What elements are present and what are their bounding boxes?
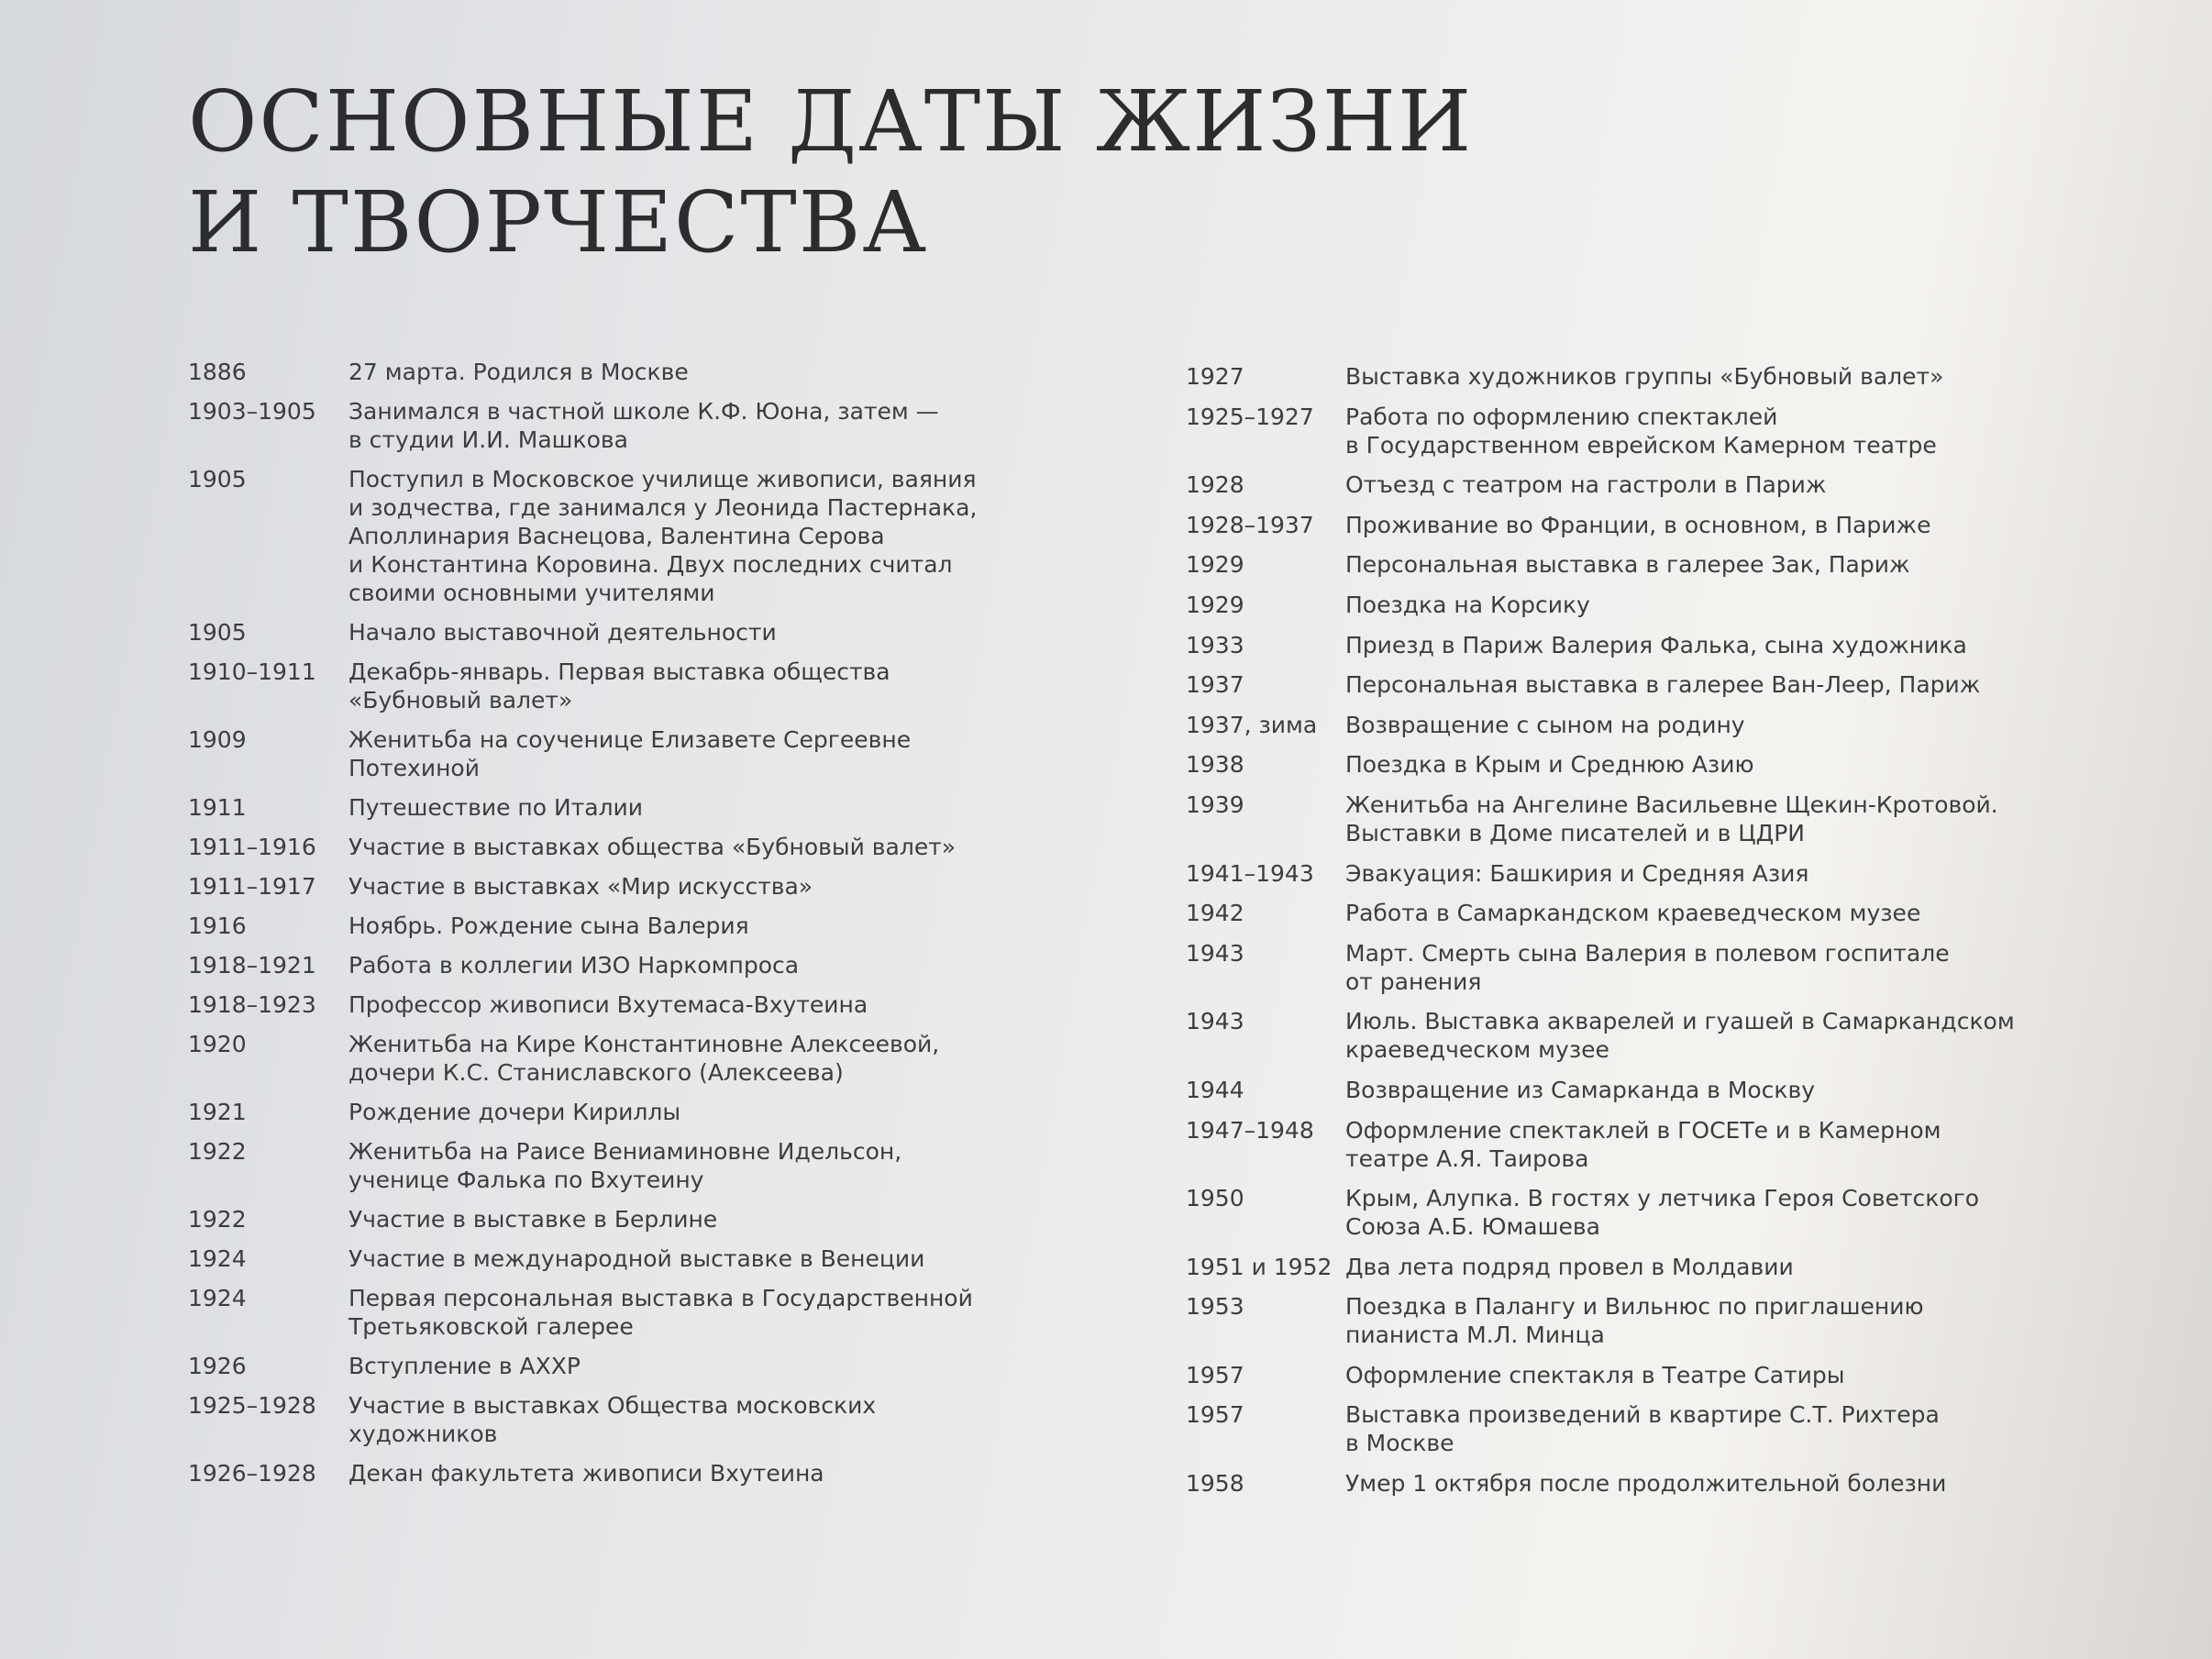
- timeline-year: 1928–1937: [1186, 511, 1314, 538]
- timeline-year: 1921: [188, 1099, 247, 1125]
- timeline-year: 1943: [1186, 1008, 1244, 1035]
- timeline-year: 1929: [1186, 591, 1244, 618]
- timeline-entry: [188, 1352, 1013, 1380]
- timeline-entry: [188, 1205, 1013, 1233]
- timeline-entry: [188, 725, 1013, 782]
- timeline-entry: [1186, 550, 2103, 579]
- timeline-event: Женитьба на Ангелине Васильевне Щекин-Кротовой. Выставки в Доме писателей и в ЦДРИ: [1345, 791, 1998, 846]
- timeline-event: Эвакуация: Башкирия и Средняя Азия: [1345, 859, 1809, 887]
- timeline-year: 1911: [188, 794, 247, 821]
- timeline-entry: [1186, 470, 2103, 499]
- timeline-year: 1927: [1186, 363, 1244, 390]
- timeline-entry: [188, 397, 1013, 454]
- timeline-event: Занимался в частной школе К.Ф. Юона, затем — в студии И.И. Машкова: [348, 398, 939, 453]
- timeline-year: 1957: [1186, 1401, 1244, 1429]
- timeline-entry: [188, 990, 1013, 1019]
- timeline-year: 1938: [1186, 751, 1244, 779]
- timeline-entry: [1186, 670, 2103, 699]
- timeline-year: 1926: [188, 1353, 247, 1379]
- timeline-entry: [188, 912, 1013, 940]
- timeline-entry: [188, 1030, 1013, 1087]
- timeline-event: Женитьба на Кире Константиновне Алексеевой, дочери К.С. Станиславского (Алексеева): [348, 1031, 940, 1086]
- timeline-year: 1947–1948: [1186, 1116, 1314, 1144]
- timeline-event: Профессор живописи Вхутемаса-Вхутеина: [348, 991, 868, 1018]
- timeline-event: Возвращение из Самарканда в Москву: [1345, 1076, 1816, 1103]
- timeline-year: 1944: [1186, 1076, 1244, 1103]
- timeline-year: 1937, зима: [1186, 711, 1318, 738]
- timeline-year: 1958: [1186, 1470, 1244, 1498]
- timeline-event: Приезд в Париж Валерия Фалька, сына художника: [1345, 631, 1967, 658]
- timeline-year: 1909: [188, 726, 247, 753]
- timeline-event: Женитьба на соученице Елизавете Сергеевне Потехиной: [348, 726, 912, 781]
- timeline-year: 1957: [1186, 1361, 1244, 1388]
- timeline-year: 1939: [1186, 791, 1244, 818]
- timeline-entry: [1186, 859, 2103, 888]
- timeline-event: Участие в выставках Общества московских художников: [348, 1392, 877, 1447]
- timeline-event: Участие в выставках общества «Бубновый валет»: [348, 834, 957, 860]
- timeline-event: Декан факультета живописи Вхутеина: [348, 1460, 824, 1487]
- timeline-year: 1937: [1186, 671, 1244, 699]
- timeline-entry: [188, 618, 1013, 647]
- timeline-year: 1933: [1186, 631, 1244, 658]
- timeline-year: 1918–1923: [188, 991, 316, 1018]
- timeline-year: 1911–1916: [188, 834, 316, 860]
- timeline-entry: [188, 1284, 1013, 1341]
- timeline-entry: [188, 1391, 1013, 1448]
- timeline-entry: [1186, 711, 2103, 739]
- timeline-event: Выставка произведений в квартире С.Т. Рихтера в Москве: [1345, 1401, 1940, 1457]
- timeline-entry: [188, 951, 1013, 979]
- timeline-event: Отъезд с театром на гастроли в Париж: [1345, 471, 1827, 499]
- timeline-year: 1905: [188, 619, 247, 646]
- timeline-event: Поездка в Палангу и Вильнюс по приглашению пианиста М.Л. Минца: [1345, 1293, 1924, 1349]
- timeline-event: Вступление в АХХР: [348, 1353, 581, 1379]
- timeline-entry: [188, 793, 1013, 822]
- timeline-event: Женитьба на Раисе Вениаминовне Идельсон, ученице Фалька по Вхутеину: [348, 1138, 902, 1193]
- timeline-year: 1924: [188, 1285, 247, 1311]
- timeline-event: Работа в Самаркандском краеведческом музее: [1345, 900, 1921, 927]
- timeline-entry: [188, 833, 1013, 861]
- timeline-entry: [188, 358, 1013, 386]
- timeline-event: Персональная выставка в галерее Ван-Леер, Париж: [1345, 671, 1981, 699]
- timeline-entry: [188, 465, 1013, 607]
- title-line-2: И ТВОРЧЕСТВА: [188, 173, 929, 271]
- timeline-event: Два лета подряд провел в Молдавии: [1345, 1253, 1794, 1280]
- timeline-entry: [1186, 1184, 2103, 1241]
- timeline-year: 1905: [188, 466, 247, 492]
- timeline-event: Выставка художников группы «Бубновый валет»: [1345, 363, 1944, 390]
- timeline-year: 1918–1921: [188, 952, 316, 979]
- timeline-year: 1925–1927: [1186, 403, 1314, 430]
- timeline-event: Участие в выставке в Берлине: [348, 1206, 718, 1233]
- timeline-event: Участие в международной выставке в Венеции: [348, 1245, 925, 1272]
- timeline-event: Путешествие по Италии: [348, 794, 644, 821]
- timeline-event: Первая персональная выставка в Государственной Третьяковской галерее: [348, 1285, 973, 1340]
- timeline-event: Оформление спектаклей в ГОСЕТе и в Камерном театре А.Я. Таирова: [1345, 1116, 1941, 1172]
- timeline-event: Поступил в Московское училище живописи, ваяния и зодчества, где занимался у Леонида Пастернака, Аполлинария Васнецова, Валентина Серова и Константина Коровина. Двух последних считал своими основными учителями: [348, 466, 978, 606]
- timeline-event: Поездка в Крым и Среднюю Азию: [1345, 751, 1754, 779]
- timeline-event: Крым, Алупка. В гостях у летчика Героя Советского Союза А.Б. Юмашева: [1345, 1185, 1980, 1241]
- timeline-event: Декабрь-январь. Первая выставка общества «Бубновый валет»: [348, 658, 890, 713]
- timeline-left-column: [188, 358, 1013, 1499]
- timeline-entry: [1186, 1400, 2103, 1457]
- timeline-entry: [1186, 362, 2103, 391]
- timeline-year: 1951 и 1952: [1186, 1253, 1333, 1280]
- timeline-event: Работа в коллегии ИЗО Наркомпроса: [348, 952, 800, 979]
- timeline-year: 1903–1905: [188, 398, 316, 425]
- timeline-event: Персональная выставка в галерее Зак, Париж: [1345, 551, 1910, 579]
- timeline-year: 1920: [188, 1031, 247, 1057]
- timeline-year: 1910–1911: [188, 658, 316, 685]
- timeline-entry: [1186, 403, 2103, 459]
- timeline-entry: [1186, 1253, 2103, 1281]
- timeline-year: 1922: [188, 1206, 247, 1233]
- timeline-entry: [188, 1459, 1013, 1488]
- timeline-entry: [1186, 1292, 2103, 1349]
- timeline-year: 1916: [188, 912, 247, 939]
- timeline-right-column: [1186, 362, 2103, 1510]
- timeline-entry: [1186, 511, 2103, 539]
- timeline-year: 1926–1928: [188, 1460, 316, 1487]
- timeline-entry: [188, 658, 1013, 714]
- timeline-year: 1929: [1186, 551, 1244, 579]
- timeline-event: Начало выставочной деятельности: [348, 619, 777, 646]
- timeline-year: 1941–1943: [1186, 859, 1314, 887]
- timeline-event: Возвращение с сыном на родину: [1345, 711, 1745, 738]
- timeline-year: 1942: [1186, 900, 1244, 927]
- timeline-year: 1925–1928: [188, 1392, 316, 1419]
- timeline-entry: [1186, 1469, 2103, 1498]
- timeline-year: 1911–1917: [188, 873, 316, 900]
- timeline-entry: [1186, 791, 2103, 847]
- timeline-entry: [1186, 631, 2103, 659]
- timeline-event: Умер 1 октября после продолжительной болезни: [1345, 1470, 1947, 1498]
- timeline-entry: [188, 1098, 1013, 1126]
- timeline-entry: [1186, 591, 2103, 619]
- timeline-event: Ноябрь. Рождение сына Валерия: [348, 912, 749, 939]
- timeline-event: Работа по оформлению спектаклей в Государственном еврейском Камерном театре: [1345, 403, 1937, 459]
- page-title: [188, 72, 1473, 273]
- timeline-entry: [1186, 1361, 2103, 1389]
- timeline-event: Оформление спектакля в Театре Сатиры: [1345, 1361, 1845, 1388]
- timeline-entry: [1186, 939, 2103, 996]
- timeline-entry: [1186, 1116, 2103, 1173]
- timeline-year: 1928: [1186, 471, 1244, 499]
- title-line-1: ОСНОВНЫЕ ДАТЫ ЖИЗНИ: [188, 72, 1474, 171]
- timeline-entry: [188, 1244, 1013, 1273]
- timeline-year: 1943: [1186, 939, 1244, 967]
- timeline-entry: [188, 872, 1013, 901]
- timeline-year: 1922: [188, 1138, 247, 1165]
- timeline-year: 1886: [188, 359, 247, 385]
- timeline-event: Июль. Выставка акварелей и гуашей в Самаркандском краеведческом музее: [1345, 1008, 2015, 1064]
- timeline-entry: [1186, 750, 2103, 779]
- timeline-event: Проживание во Франции, в основном, в Париже: [1345, 511, 1931, 538]
- timeline-event: Март. Смерть сына Валерия в полевом госпитале от ранения: [1345, 939, 1950, 995]
- timeline-year: 1953: [1186, 1293, 1244, 1321]
- timeline-year: 1950: [1186, 1185, 1244, 1212]
- timeline-event: 27 марта. Родился в Москве: [348, 359, 689, 385]
- timeline-entry: [1186, 1076, 2103, 1104]
- timeline-year: 1924: [188, 1245, 247, 1272]
- timeline-event: Рождение дочери Кириллы: [348, 1099, 681, 1125]
- timeline-entry: [1186, 1007, 2103, 1064]
- timeline-entry: [1186, 899, 2103, 927]
- timeline-entry: [188, 1137, 1013, 1194]
- timeline-event: Участие в выставках «Мир искусства»: [348, 873, 813, 900]
- timeline-event: Поездка на Корсику: [1345, 591, 1590, 618]
